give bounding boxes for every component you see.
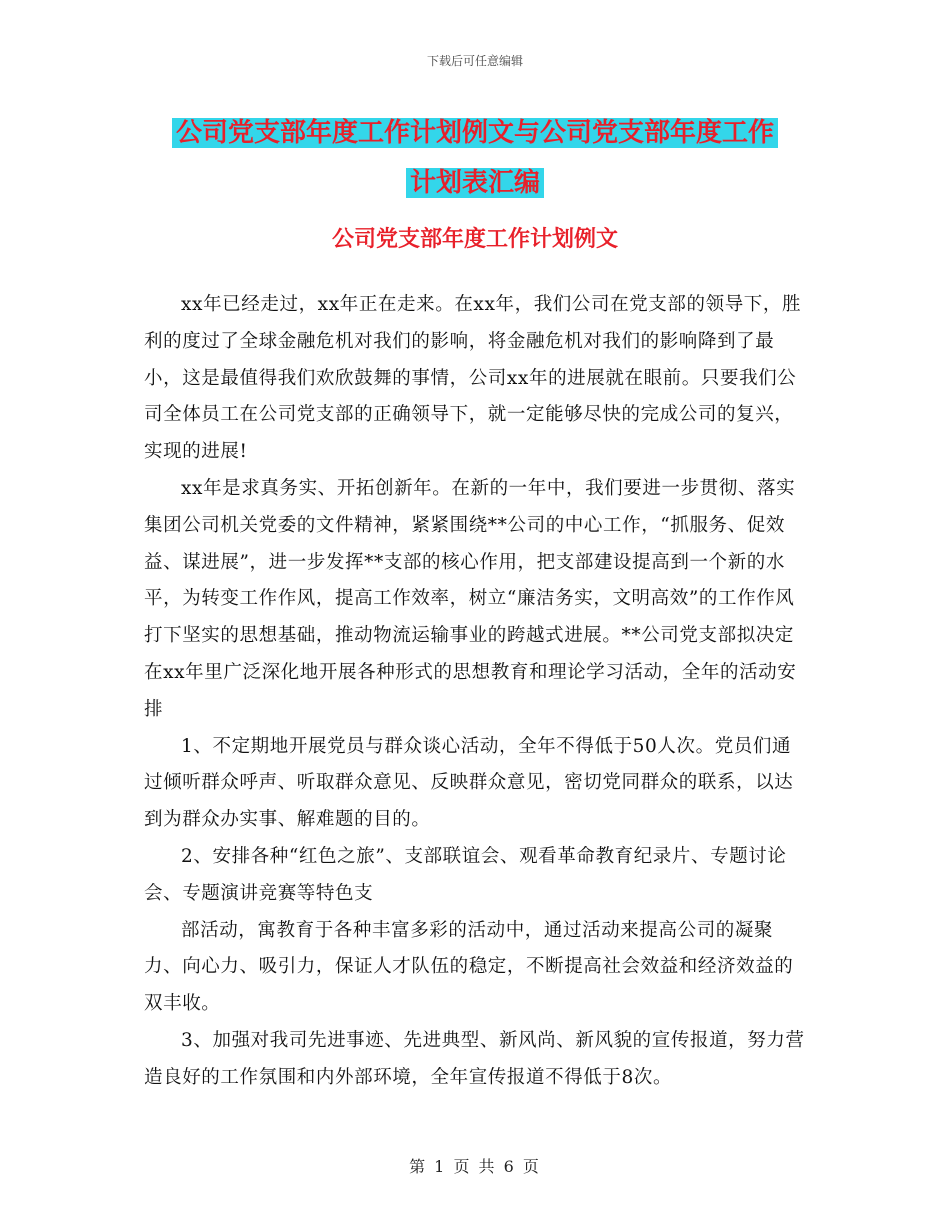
header-note: 下载后可任意编辑 [426, 54, 523, 68]
paragraph-intro: xx年已经走过，xx年正在走来。在xx年，我们公司在党支部的领导下，胜利的度过了全球金融危机对我们的影响，将金融危机对我们的影响降到了最小，这是最值得我们欢欣鼓舞的事情，公司xx年的进展就在眼前。只要我们公司全体员工在公司党支部的正确领导下，就一定能够尽快的完成公司的复兴，实现的进展! [144, 294, 802, 463]
page-number-footer: 第 1 页 共 6 页 [409, 1157, 541, 1176]
document-title-line-2 [0, 158, 950, 208]
paragraph-plan: xx年是求真务实、开拓创新年。在新的一年中，我们要进一步贯彻、落实集团公司机关党委的文件精神，紧紧围绕**公司的中心工作，“抓服务、促效益、谋进展”，进一步发挥**支部的核心作用，把支部建设提高到一个新的水平，为转变工作作风，提高工作效率，树立“廉洁务实，文明高效”的工作作风打下坚实的思想基础，推动物流运输事业的跨越式进展。**公司党支部拟决定在xx年里广泛深化地开展各种形式的思想教育和理论学习活动，全年的活动安排 [144, 477, 797, 720]
paragraph-item-2: 2、安排各种“红色之旅”、支部联谊会、观看革命教育纪录片、专题讨论会、专题演讲竞赛等特色支 [144, 845, 787, 904]
paragraph-item-1: 1、不定期地开展党员与群众谈心活动，全年不得低于50人次。党员们通过倾听群众呼声、听取群众意见、反映群众意见，密切党同群众的联系，以达到为群众办实事、解难题的目的。 [144, 735, 794, 831]
title-line-1-text: 公司党支部年度工作计划例文与公司党支部年度工作 [172, 118, 778, 148]
title-line-2-text: 计划表汇编 [406, 168, 544, 198]
paragraph-item-3: 3、加强对我司先进事迹、先进典型、新风尚、新风貌的宣传报道，努力营造良好的工作氛围和内外部环境，全年宣传报道不得低于8次。 [144, 1029, 805, 1088]
paragraph-item-2-continued: 部活动，寓教育于各种丰富多彩的活动中，通过活动来提高公司的凝聚力、向心力、吸引力，保证人才队伍的稳定，不断提高社会效益和经济效益的双丰收。 [144, 919, 794, 1015]
document-title-line-1 [0, 108, 950, 158]
document-body [144, 287, 808, 1097]
document-title [0, 108, 950, 208]
section-heading: 公司党支部年度工作计划例文 [331, 226, 618, 252]
